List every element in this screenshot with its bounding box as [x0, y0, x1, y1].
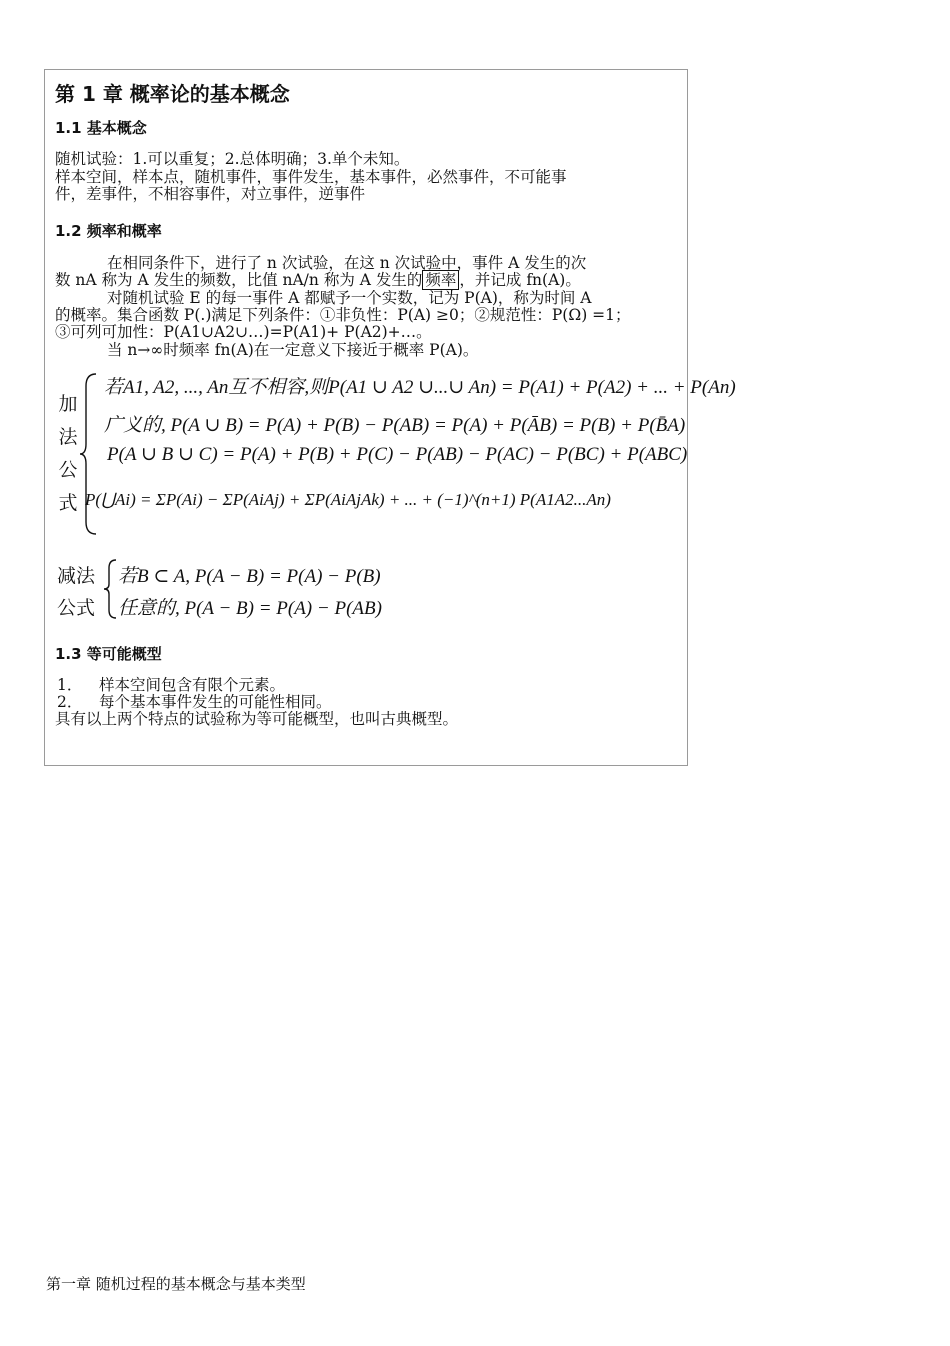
frequency-term: 频率 — [422, 270, 459, 290]
addition-label-char-3: 公 — [58, 459, 78, 481]
addition-formula-1: 若A1, A2, ..., An互不相容,则P(A1 ∪ A2 ∪...∪ An) = P(A1) + P(A2) + ... + P(An) — [104, 377, 736, 398]
section-1-3-heading: 1.3 等可能概型 — [55, 645, 162, 663]
s12-p2-line-2: 的概率。集合函数 P(.)满足下列条件：①非负性：P(A) ≥0；②规范性：P(Ω) =1； — [55, 306, 631, 324]
subtraction-label-line-1: 减法 — [57, 565, 96, 587]
addition-formula-4: P(⋃Ai) = ΣP(Ai) − ΣP(AiAj) + ΣP(AiAjAk) + ... + (−1)^(n+1) P(A1A2...An) — [85, 490, 611, 509]
section-1-2-heading: 1.2 频率和概率 — [55, 222, 162, 240]
addition-label-char-4: 式 — [58, 492, 78, 514]
section-1-1-heading: 1.1 基本概念 — [55, 119, 147, 137]
s12-p1-line-1: 在相同条件下，进行了 n 次试验，在这 n 次试验中，事件 A 发生的次 — [107, 254, 587, 272]
s12-p1-line-2-post: ，并记成 fn(A)。 — [459, 271, 581, 289]
footer-chapter-heading: 第一章 随机过程的基本概念与基本类型 — [46, 1275, 306, 1293]
subtraction-label — [57, 560, 95, 624]
s11-line-1: 随机试验：1.可以重复；2.总体明确；3.单个未知。 — [55, 150, 410, 168]
subtraction-brace — [103, 558, 119, 620]
subtraction-formula-1: 若B ⊂ A, P(A − B) = P(A) − P(B) — [118, 566, 381, 587]
s12-p2-line-3: ③可列可加性：P(A1∪A2∪…)=P(A1)+ P(A2)+…。 — [55, 323, 432, 341]
s12-p2-line-1: 对随机试验 E 的每一事件 A 都赋予一个实数，记为 P(A)，称为时间 A — [107, 289, 592, 307]
addition-label — [57, 388, 79, 520]
s13-item-2: 每个基本事件发生的可能性相同。 — [99, 693, 332, 711]
subtraction-formula-2: 任意的, P(A − B) = P(A) − P(AB) — [118, 598, 382, 619]
s13-item-1-number: 1． — [57, 676, 83, 694]
chapter-title: 第 1 章 概率论的基本概念 — [55, 82, 290, 106]
addition-formula-3: P(A ∪ B ∪ C) = P(A) + P(B) + P(C) − P(AB) − P(AC) − P(BC) + P(ABC) — [107, 444, 688, 465]
s12-p3: 当 n→∞时频率 fn(A)在一定意义下接近于概率 P(A)。 — [107, 341, 479, 359]
s12-p1-line-2-pre: 数 nA 称为 A 发生的频数，比值 nA/n 称为 A 发生的 — [55, 271, 423, 289]
addition-label-char-2: 法 — [58, 426, 78, 448]
addition-label-char-1: 加 — [58, 393, 78, 415]
s13-item-1: 样本空间包含有限个元素。 — [99, 676, 286, 694]
addition-brace — [78, 372, 100, 537]
s11-line-2: 样本空间，样本点，随机事件，事件发生，基本事件，必然事件，不可能事 — [55, 168, 567, 186]
s12-p1-line-2 — [55, 272, 581, 289]
s13-summary: 具有以上两个特点的试验称为等可能概型，也叫古典概型。 — [55, 710, 459, 728]
addition-formula-2: 广义的, P(A ∪ B) = P(A) + P(B) − P(AB) = P(A) + P(ĀB) = P(B) + P(B̄A) — [104, 415, 686, 436]
s13-item-2-number: 2． — [57, 693, 83, 711]
s11-line-3: 件，差事件，不相容事件，对立事件，逆事件 — [55, 185, 366, 203]
subtraction-label-line-2: 公式 — [57, 597, 96, 619]
